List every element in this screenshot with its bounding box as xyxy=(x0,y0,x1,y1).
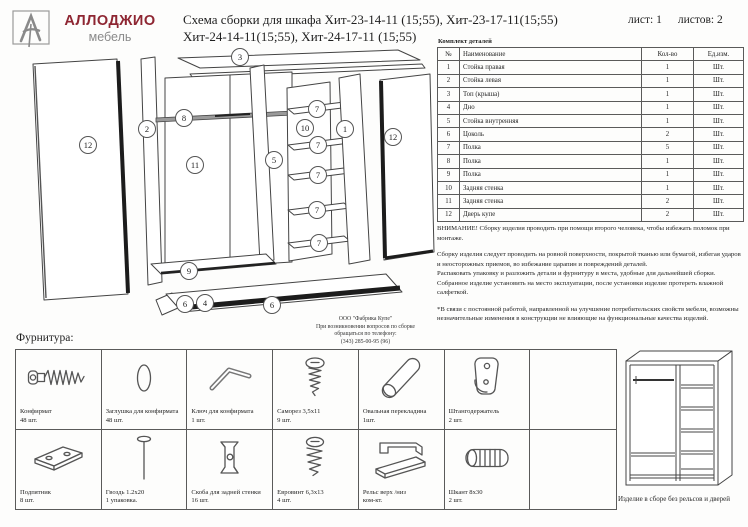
parts-cell: Шт. xyxy=(694,101,744,114)
callout-number: 2 xyxy=(144,124,150,134)
parts-cell: 2 xyxy=(642,195,694,208)
callout-number: 11 xyxy=(190,160,200,170)
hardware-name: Заглушка для конфирмата xyxy=(105,408,179,416)
parts-table-row xyxy=(438,128,744,141)
hardware-qty: 8 шт. xyxy=(20,497,35,505)
hardware-qty: 1шт. xyxy=(362,416,376,424)
footnote-text: *В связи с постоянной работой, направленной на улучшение потребительских свойств мебели, возможны незначительные изменения в конструкции не влияющие на функциональные качества изделий. xyxy=(437,305,739,323)
parts-cell: Шт. xyxy=(694,114,744,127)
assembled-wardrobe-drawing xyxy=(618,347,746,493)
sheet-number: лист: 1 xyxy=(628,14,662,26)
parts-cell: 1 xyxy=(642,74,694,87)
parts-cell: Цоколь xyxy=(460,128,642,141)
brand-name: АЛЛОДЖИО xyxy=(64,13,156,29)
hardware-cell xyxy=(359,350,445,430)
hardware-name: Саморез 3,5х11 xyxy=(277,408,321,416)
parts-cell: Шт. xyxy=(694,61,744,74)
parts-table-row xyxy=(438,74,744,87)
hardware-qty: 9 шт. xyxy=(277,416,292,424)
hardware-cell xyxy=(445,430,531,510)
hardware-cell xyxy=(273,350,359,430)
foot-pad-icon xyxy=(19,435,98,481)
callout-number: 8 xyxy=(181,113,187,123)
hardware-cell xyxy=(102,430,188,510)
back-wall-bracket-icon xyxy=(190,435,269,481)
hardware-qty: ком-кт. xyxy=(362,497,383,505)
hardware-caption xyxy=(277,408,356,425)
title-line-2: Хит-24-14-11(15;55), Хит-24-17-11 (15;55) xyxy=(183,29,417,44)
parts-table-row xyxy=(438,181,744,194)
hardware-cell xyxy=(359,430,445,510)
brand-subtitle: мебель xyxy=(88,30,132,44)
parts-cell: Шт. xyxy=(694,168,744,181)
hardware-caption xyxy=(449,489,528,506)
brand-block xyxy=(54,13,166,44)
factory-line: ООО "Фабрика Купе" xyxy=(338,316,393,322)
parts-column-header: Наименование xyxy=(460,48,642,61)
parts-table-row xyxy=(438,114,744,127)
parts-column-header: Ед.изм. xyxy=(694,48,744,61)
parts-cell: Шт. xyxy=(694,181,744,194)
parts-cell: 1 xyxy=(642,61,694,74)
callout-number: 4 xyxy=(202,298,208,308)
parts-column-header: Кол-во xyxy=(642,48,694,61)
hardware-name: Ключ для конфирмата xyxy=(191,408,254,416)
parts-cell: 3 xyxy=(438,88,460,101)
parts-cell: 4 xyxy=(438,101,460,114)
parts-cell: Дверь купе xyxy=(460,208,642,221)
hardware-name: Подпятник xyxy=(20,488,51,496)
parts-cell: Задняя стенка xyxy=(460,181,642,194)
hardware-qty: 1 упаковка. xyxy=(105,497,138,505)
callout-number: 7 xyxy=(314,104,320,114)
hardware-name: Скоба для задней стенки xyxy=(191,488,261,496)
parts-column-header: № xyxy=(438,48,460,61)
parts-cell: Шт. xyxy=(694,155,744,168)
parts-cell: 11 xyxy=(438,195,460,208)
hardware-grid xyxy=(15,349,617,510)
factory-contact xyxy=(283,316,448,346)
hardware-caption xyxy=(20,408,99,425)
parts-cell: Полка xyxy=(460,168,642,181)
hardware-name: Шкант 8х30 xyxy=(448,488,483,496)
title-line-1: Схема сборки для шкафа Хит-23-14-11 (15;55), Хит-23-17-11(15;55) xyxy=(183,12,558,27)
callout-number: 12 xyxy=(388,132,398,142)
instruction-line: Распаковать упаковку и разложить детали и фурнитуру в места, удобные для дальнейшей сборки. xyxy=(437,270,716,278)
hardware-name: Штангодержатель xyxy=(448,408,500,416)
exploded-diagram xyxy=(10,48,440,348)
hardware-caption xyxy=(191,408,270,425)
callout-number: 7 xyxy=(316,238,322,248)
parts-table-header xyxy=(438,48,744,61)
hardware-caption xyxy=(20,489,99,506)
factory-line: (343) 285-00-95 (96) xyxy=(340,338,391,345)
sheet-info xyxy=(628,14,744,26)
parts-cell: Стойка правая xyxy=(460,61,642,74)
factory-line: При возникновении вопросов по сборке xyxy=(316,323,415,330)
parts-cell: 5 xyxy=(642,141,694,154)
parts-cell: 2 xyxy=(642,208,694,221)
hardware-caption xyxy=(449,408,528,425)
parts-cell: Дно xyxy=(460,101,642,114)
parts-cell: 1 xyxy=(642,101,694,114)
hardware-qty: 48 шт. xyxy=(105,416,124,424)
parts-table-row xyxy=(438,141,744,154)
rod-holder-icon xyxy=(448,355,527,401)
cap-icon xyxy=(105,355,184,401)
instruction-line: Сборку изделия следует проводить на ровной поверхности, покрытой тканью или бумагой, избегая ударов и неосторожных приемов, во избежание царапин и повреждений деталей. xyxy=(437,251,741,268)
hardware-caption xyxy=(106,408,185,425)
parts-cell: Топ (крыша) xyxy=(460,88,642,101)
parts-list xyxy=(437,38,743,222)
hardware-name: Рельс верх /низ xyxy=(362,488,406,496)
parts-cell: 8 xyxy=(438,155,460,168)
hardware-qty: 16 шт. xyxy=(191,497,209,505)
parts-cell: 2 xyxy=(642,128,694,141)
hardware-cell xyxy=(16,350,102,430)
parts-table-row xyxy=(438,208,744,221)
parts-cell: Шт. xyxy=(694,195,744,208)
parts-cell: Стойка внутренняя xyxy=(460,114,642,127)
callout-number: 7 xyxy=(315,140,321,150)
callout-number: 9 xyxy=(186,266,192,276)
hardware-qty: 48 шт. xyxy=(20,416,38,424)
warning-text: ВНИМАНИЕ! Сборку изделия проводить при помощи второго человека, чтобы избежать поломок при монтаже. xyxy=(437,225,730,242)
hardware-name: Конфирмат xyxy=(20,408,52,416)
parts-cell: Полка xyxy=(460,155,642,168)
parts-list-title: Комплект деталей xyxy=(438,38,492,45)
parts-table-row xyxy=(438,168,744,181)
parts-cell: 6 xyxy=(438,128,460,141)
parts-table-body xyxy=(438,61,744,222)
hardware-qty: 2 шт. xyxy=(448,497,463,505)
callout-number: 6 xyxy=(182,299,188,309)
parts-table-row xyxy=(438,88,744,101)
parts-cell: Стойка левая xyxy=(460,74,642,87)
parts-cell: 5 xyxy=(438,114,460,127)
parts-table-row xyxy=(438,61,744,74)
screw-icon xyxy=(276,355,355,401)
hardware-caption xyxy=(363,489,442,506)
parts-cell: Шт. xyxy=(694,141,744,154)
parts-cell: 1 xyxy=(642,88,694,101)
parts-cell: Полка xyxy=(460,141,642,154)
assembled-caption: Изделие в сборе без рельсов и дверей xyxy=(617,495,731,503)
parts-table xyxy=(437,47,744,222)
hardware-cell xyxy=(187,430,273,510)
callout-number: 3 xyxy=(237,52,243,62)
callout-number: 7 xyxy=(314,205,320,215)
callout-number: 12 xyxy=(83,140,93,150)
dowel-icon xyxy=(448,435,527,481)
hardware-cell xyxy=(273,430,359,510)
callout-number: 5 xyxy=(271,155,277,165)
hardware-qty: 2 шт. xyxy=(448,416,463,424)
parts-cell: 9 xyxy=(438,168,460,181)
hardware-caption xyxy=(277,489,356,506)
parts-cell: 1 xyxy=(642,155,694,168)
hardware-cell xyxy=(187,350,273,430)
parts-table-row xyxy=(438,101,744,114)
instruction-line: Собранное изделие установить на место эксплуатации, после установки изделие протереть влажной салфеткой. xyxy=(437,279,724,297)
euro-screw-icon xyxy=(276,435,355,481)
nail-icon xyxy=(105,435,184,481)
hardware-caption xyxy=(191,489,270,506)
parts-cell: 2 xyxy=(438,74,460,87)
factory-line: обращаться по телефону: xyxy=(334,331,397,338)
parts-table-row xyxy=(438,155,744,168)
parts-cell: Шт. xyxy=(694,128,744,141)
hardware-name: Евровинт 6,3х13 xyxy=(277,488,324,496)
confirmat-screw-icon xyxy=(19,355,98,401)
hardware-title: Фурнитура: xyxy=(16,332,74,344)
callout-number: 6 xyxy=(269,300,275,310)
parts-cell: 10 xyxy=(438,181,460,194)
hardware-name: Овальная перекладина xyxy=(362,408,427,416)
parts-cell: 1 xyxy=(642,168,694,181)
oval-rod-icon xyxy=(362,355,441,401)
sheets-total: листов: 2 xyxy=(677,14,723,26)
parts-cell: Шт. xyxy=(694,74,744,87)
parts-cell: Шт. xyxy=(694,88,744,101)
hardware-cell xyxy=(102,350,188,430)
parts-cell: Шт. xyxy=(694,208,744,221)
callout-number: 10 xyxy=(300,123,310,133)
parts-cell: 7 xyxy=(438,141,460,154)
hardware-qty: 4 шт. xyxy=(277,497,292,505)
parts-cell: 1 xyxy=(642,181,694,194)
hardware-cell xyxy=(16,430,102,510)
hardware-name: Гвоздь 1.2х20 xyxy=(105,488,145,496)
parts-table-row xyxy=(438,195,744,208)
callout-number: 1 xyxy=(342,124,348,134)
parts-cell: 12 xyxy=(438,208,460,221)
parts-cell: Задняя стенка xyxy=(460,195,642,208)
allodgio-logo-icon xyxy=(12,10,50,48)
hardware-qty: 1 шт. xyxy=(191,416,206,424)
hardware-empty-cell xyxy=(530,350,616,430)
callout-number: 7 xyxy=(315,170,321,180)
hardware-caption xyxy=(106,489,185,506)
rail-icon xyxy=(362,435,441,481)
assembly-notices xyxy=(437,224,745,331)
parts-cell: 1 xyxy=(438,61,460,74)
parts-cell: 1 xyxy=(642,114,694,127)
hardware-caption xyxy=(363,408,442,425)
allen-key-icon xyxy=(190,355,269,401)
hardware-cell xyxy=(445,350,531,430)
assembly-instructions xyxy=(437,250,745,298)
